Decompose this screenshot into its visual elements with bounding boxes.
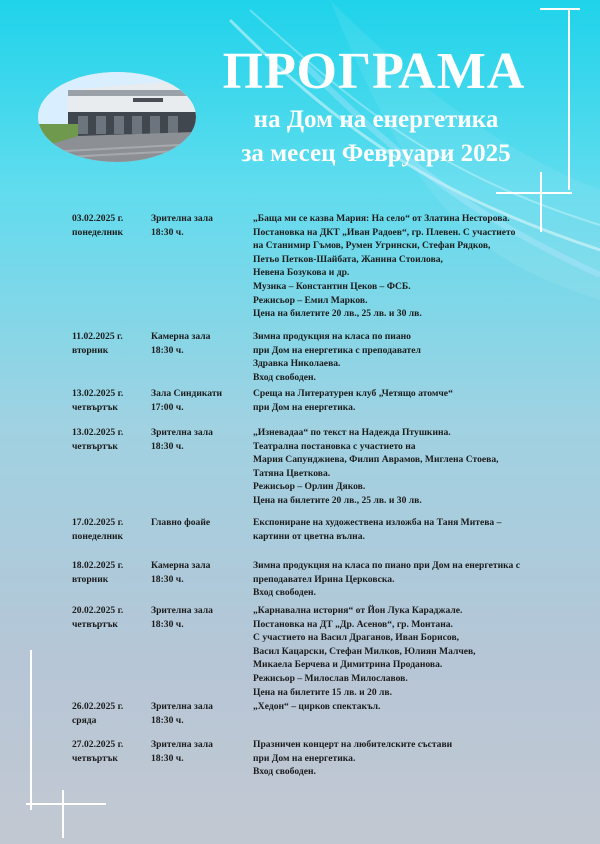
event-desc-line: Режисьор – Милослав Милославов. bbox=[253, 672, 408, 684]
frame-line-top-h bbox=[540, 8, 580, 10]
event-venue: Зрителна зала bbox=[151, 213, 213, 224]
event-date: 13.02.2025 г. bbox=[72, 388, 124, 399]
event-desc-line: Зимна продукция на класа по пиано при Дом на енергетика с bbox=[253, 560, 520, 571]
event-venue: Камерна зала bbox=[151, 560, 211, 571]
event-date: 17.02.2025 г. bbox=[72, 517, 124, 528]
event-description bbox=[253, 604, 542, 699]
event-date: 03.02.2025 г. bbox=[72, 213, 124, 224]
event-desc-line: „Изневадаа“ по текст на Надежда Птушкина. bbox=[253, 427, 451, 438]
event-desc-line: Вход свободен. bbox=[253, 587, 316, 599]
event-desc-line: на Станимир Гъмов, Румен Угрински, Стефан Рядков, bbox=[253, 240, 491, 252]
event-desc-line: Среща на Литературен клуб „Четящо атомче“ bbox=[253, 388, 453, 399]
poster-subtitle-venue: на Дом на енергетика bbox=[253, 106, 499, 133]
event-desc-line: Режисьор – Орлин Дяков. bbox=[253, 481, 366, 493]
event-date-col bbox=[72, 387, 150, 414]
event-desc-line: „Хедон“ – цирков спектакъл. bbox=[253, 701, 381, 712]
building-photo bbox=[38, 72, 196, 162]
event-desc-line: Васил Кацарски, Стефан Милков, Юлиян Малчев, bbox=[253, 645, 476, 657]
event-desc-line: „Карнавална история“ от Йон Лука Караджале. bbox=[253, 605, 463, 616]
event-venue: Зрителна зала bbox=[151, 427, 213, 438]
event-time: 17:00 ч. bbox=[151, 401, 184, 413]
event-desc-line: картини от цветна вълна. bbox=[253, 530, 365, 542]
frame-line-bottom-left-h bbox=[26, 803, 106, 805]
event-venue-col bbox=[151, 516, 251, 530]
event-time: 18:30 ч. bbox=[151, 226, 184, 238]
event-date: 27.02.2025 г. bbox=[72, 739, 124, 750]
event-desc-line: Здравка Николаева. bbox=[253, 358, 341, 370]
poster-subtitle-month: за месец Февруари 2025 bbox=[241, 140, 511, 167]
frame-line-top-right-h bbox=[496, 192, 572, 194]
event-desc-line: Цена на билетите 20 лв., 25 лв. и 30 лв. bbox=[253, 308, 422, 320]
event-venue-col bbox=[151, 212, 251, 239]
event-date: 26.02.2025 г. bbox=[72, 701, 124, 712]
event-desc-line: Вход свободен. bbox=[253, 371, 316, 383]
event-weekday: четвъртък bbox=[72, 440, 118, 452]
event-time: 18:30 ч. bbox=[151, 714, 184, 726]
event-desc-line: Микаела Берчева и Димитрина Проданова. bbox=[253, 659, 443, 671]
event-venue: Камерна зала bbox=[151, 331, 211, 342]
event-desc-line: Постановка на ДКТ „Иван Радоев“, гр. Плевен. С участието bbox=[253, 226, 516, 238]
event-venue-col bbox=[151, 559, 251, 586]
event-venue-col bbox=[151, 330, 251, 357]
event-description bbox=[253, 516, 542, 543]
event-date: 13.02.2025 г. bbox=[72, 427, 124, 438]
event-weekday: понеделник bbox=[72, 226, 124, 238]
event-date-col bbox=[72, 426, 150, 453]
event-desc-line: при Дом на енергетика. bbox=[253, 752, 356, 764]
event-weekday: сряда bbox=[72, 714, 97, 726]
event-time: 18:30 ч. bbox=[151, 573, 184, 585]
event-time: 18:30 ч. bbox=[151, 440, 184, 452]
event-description bbox=[253, 330, 542, 384]
event-desc-line: Татяна Цветкова. bbox=[253, 467, 331, 479]
event-desc-line: Празничен концерт на любителските състави bbox=[253, 739, 453, 750]
event-description bbox=[253, 387, 542, 414]
event-venue-col bbox=[151, 426, 251, 453]
event-venue: Зрителна зала bbox=[151, 701, 213, 712]
event-date-col bbox=[72, 559, 150, 586]
event-weekday: четвъртък bbox=[72, 401, 118, 413]
event-venue-col bbox=[151, 604, 251, 631]
frame-line-right-v bbox=[568, 10, 570, 190]
event-desc-line: Цена на билетите 15 лв. и 20 лв. bbox=[253, 686, 392, 698]
event-time: 18:30 ч. bbox=[151, 344, 184, 356]
event-desc-line: Театрална постановка с участието на bbox=[253, 440, 416, 452]
event-desc-line: преподавател Ирина Церковска. bbox=[253, 573, 395, 585]
event-desc-line: Вход свободен. bbox=[253, 766, 316, 778]
event-venue: Главно фоайе bbox=[151, 517, 211, 528]
event-desc-line: Невена Бозукова и др. bbox=[253, 267, 350, 279]
event-desc-line: Музика – Константин Цеков – ФСБ. bbox=[253, 280, 411, 292]
event-desc-line: Постановка на ДТ „Др. Асенов“, гр. Монтана. bbox=[253, 618, 453, 630]
event-time: 18:30 ч. bbox=[151, 752, 184, 764]
event-weekday: четвъртък bbox=[72, 752, 118, 764]
event-desc-line: С участието на Васил Драганов, Иван Борисов, bbox=[253, 632, 460, 644]
poster-title: ПРОГРАМА bbox=[222, 43, 526, 100]
event-desc-line: при Дом на енергетика. bbox=[253, 401, 356, 413]
event-weekday: понеделник bbox=[72, 530, 124, 542]
event-description bbox=[253, 559, 542, 600]
event-date-col bbox=[72, 700, 150, 727]
event-desc-line: Режисьор – Емил Марков. bbox=[253, 294, 368, 306]
event-desc-line: при Дом на енергетика с преподавател bbox=[253, 344, 421, 356]
event-date: 11.02.2025 г. bbox=[72, 331, 123, 342]
event-time: 18:30 ч. bbox=[151, 618, 184, 630]
event-desc-line: Цена на билетите 20 лв., 25 лв. и 30 лв. bbox=[253, 494, 422, 506]
event-description bbox=[253, 212, 542, 321]
event-date: 20.02.2025 г. bbox=[72, 605, 124, 616]
event-desc-line: Експониране на художествена изложба на Таня Митева – bbox=[253, 517, 502, 528]
event-weekday: четвъртък bbox=[72, 618, 118, 630]
event-description bbox=[253, 426, 542, 508]
event-venue-col bbox=[151, 387, 251, 414]
event-date-col bbox=[72, 330, 150, 357]
event-date-col bbox=[72, 212, 150, 239]
event-date-col bbox=[72, 604, 150, 631]
event-venue: Зрителна зала bbox=[151, 739, 213, 750]
event-venue: Зрителна зала bbox=[151, 605, 213, 616]
event-weekday: вторник bbox=[72, 344, 109, 356]
event-desc-line: „Баща ми се казва Мария: На село“ от Златина Несторова. bbox=[253, 213, 510, 224]
event-date-col bbox=[72, 516, 150, 543]
event-weekday: вторник bbox=[72, 573, 109, 585]
frame-line-bottom-left-v bbox=[30, 650, 32, 810]
event-desc-line: Мария Сапунджиева, Филип Аврамов, Миглена Стоева, bbox=[253, 454, 499, 466]
event-date-col bbox=[72, 738, 150, 765]
event-description bbox=[253, 700, 542, 714]
event-date: 18.02.2025 г. bbox=[72, 560, 124, 571]
event-venue-col bbox=[151, 700, 251, 727]
event-description bbox=[253, 738, 542, 779]
event-desc-line: Петьо Петков-Шайбата, Жанина Стоилова, bbox=[253, 253, 443, 265]
event-venue-col bbox=[151, 738, 251, 765]
event-venue: Зала Синдикати bbox=[151, 388, 223, 399]
event-desc-line: Зимна продукция на класа по пиано bbox=[253, 331, 411, 342]
frame-line-bottom-v bbox=[62, 790, 64, 838]
